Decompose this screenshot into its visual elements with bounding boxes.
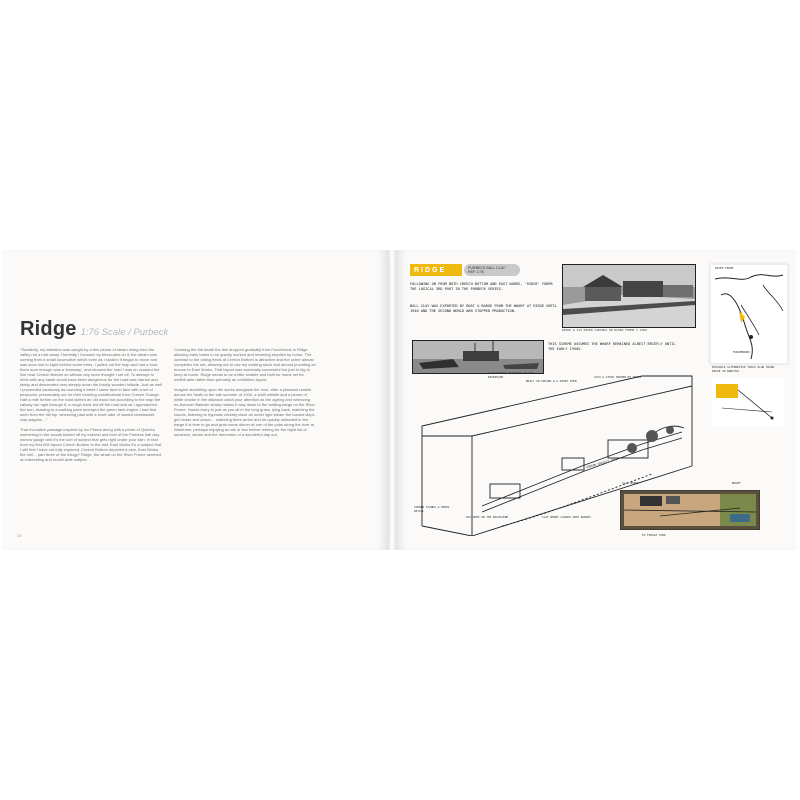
plan-label: TO FIDDLE YARD bbox=[642, 533, 666, 537]
scheme-note: THIS SCHEME ASSUMES THE WHARF REMAINED ALBEIT BRIEFLY UNTIL THE EARLY 1950S. bbox=[548, 342, 676, 352]
paragraph: Crossing the flat heath the line dropped gradually from Furzebrook to Ridge allowing early trains to be gravity worked and returning empties by horse. The contrast to the rolling fields at Creech Bottom is attractive and the ochre almost completes the set, allowing me to use my existing stock and almost providing an encore to East Works. That layout was scenically successful but just to big to keep at home. Ridge needs to be a little smaller and built for home set for exhibit able rather than primarily an exhibition layout. bbox=[174, 347, 316, 382]
map-drawing bbox=[711, 265, 787, 363]
track-plan bbox=[620, 490, 760, 530]
plan-label: CLAY WORKS bbox=[622, 481, 639, 485]
plan-label: WHARF bbox=[732, 481, 741, 485]
clay-note: BALL CLAY WAS EXPORTED BY BOAT & BARGE FROM THE WHARF AT RIDGE UNTIL 1940 AND THE SECOND WORLD WAR STOPPED PRODUCTION. bbox=[410, 304, 558, 314]
sketch-note: LOCO & STOCK HIDDEN BY TREES bbox=[594, 375, 642, 379]
sketch-note: CLAY WHARF LOADED INTO BARGES bbox=[542, 515, 591, 519]
ridge-sub-label: PURBECK BALL CLAY · REF. 1:76 bbox=[464, 264, 520, 276]
book-gutter bbox=[388, 250, 396, 550]
page-title: Ridge bbox=[20, 318, 77, 340]
map-label: RIVER FROME bbox=[715, 266, 734, 270]
sketch-note: OLD SHED ON THE BACKSCENE bbox=[466, 515, 509, 519]
location-map bbox=[710, 264, 788, 364]
paragraph: Imagine stumbling upon the works alongside the river, after a pleasant ramble across the heath in the late summer of 1934, a shrill whistle and a plume of white smoke in the distance catch your attention as the ageing and wheezing ex-Ashover Baldwin slowly makes it way down to the waiting barge on the River Frome. Hands hurry to just as you sit in the long grass, lying back, watching the clouds, listening to hypnotic clickety clack as under light steam the loaded skips get closer and closer… watching them arrive and be quickly unloaded in the barge it is time to go and grab some dinner at one of the pubs along the river at Wareham, perhaps enjoying an ale or two before retiring for the night full of sunshine, steam and the memories of a wonderful day out. bbox=[174, 387, 315, 437]
text-column-a bbox=[20, 347, 162, 467]
wharf-photo-image bbox=[563, 265, 695, 327]
paragraph: “Suddenly, my attention was caught by a thin plume of steam rising from the valley not a mile away. Hurriedly I focused my binoculars on it; the steam was coming from a small locomotive which even as I studied it began to move and was soon lost to sight behind some trees. I pulled out the map and had a look; there sure enough was a ‘tramway’, and showed the road I was on crossed the line near Creech Bottom so without any more thought I set off. To attempt to drive with any haste would have been dangerous for the road was narrow and twisty and descended very steeply down the thickly wooded hillside. Just as well I proceeded cautiously as rounding a bend I came face to face with a set of peacocks, presumably out for their morning constitutional from Creech Grange. Half a mile further on the road skirted an old wood but according to the map the railway ran right through it, a rough track led off the road and as I approached the turn, drawing to a walking pace emerged the green tank engine I had first seen from the hill top, wheezing past with a short rake of loaded ramshackle clay wagons…” bbox=[20, 347, 162, 422]
sketch-note: CORNER STANDS & SHEDS DETAIL bbox=[414, 505, 450, 513]
text-column-b bbox=[174, 347, 316, 442]
map-label: FURZEBROOK bbox=[733, 350, 750, 354]
right-page bbox=[396, 250, 796, 550]
inset-note: POSSIBLE ALTERNATIVE TRACK PLAN USING RIDGE IN NORFOLK bbox=[712, 365, 775, 373]
intro-note: FOLLOWING ON FROM BOTH CREECH BOTTOM AND EAST WORKS, 'RIDGE' FORMS THE LOGICAL 3RD PART IN THE PURBECK SERIES. bbox=[410, 282, 553, 292]
page-subtitle: 1:76 Scale / Purbeck bbox=[80, 327, 169, 338]
paragraph: That evocative passage inspired by Ivo Peters along with a photo of Quimbo simmering in the woods kicked off my interest and love of the Purbeck ball clay narrow gauge and it's the sort of subject that gets right under your skin. In fact from my first 009 layout Creech Bottom to the last, East Works it's a subject that I still feel I have not fully explored. Creech Bottom depicted a new, East Works the mill… part three of the trilogy? Ridge, the wharf on the River Frome seemed an interesting and model-able subject. bbox=[20, 427, 162, 462]
book-spread bbox=[0, 250, 800, 550]
inset-diagram bbox=[712, 378, 784, 426]
sketch-signature: GORDON GRAVETT 2012 bbox=[585, 456, 618, 470]
wharf-photo bbox=[562, 264, 696, 328]
page-number: 10 bbox=[17, 533, 22, 538]
sketch-note: CLAY WAGONS AWAITING ON THE RIVERSIDE bbox=[488, 371, 534, 379]
wharf-photo-caption: RIDGE & ITS RIVER SIDINGS ON RIVER FROME C.1900 bbox=[562, 328, 647, 332]
heading bbox=[20, 318, 168, 341]
ridge-label: RIDGE bbox=[410, 264, 462, 276]
left-page bbox=[2, 250, 388, 550]
sketch-note: BUILT IN SIDING & A SHORT PIER bbox=[526, 379, 577, 383]
